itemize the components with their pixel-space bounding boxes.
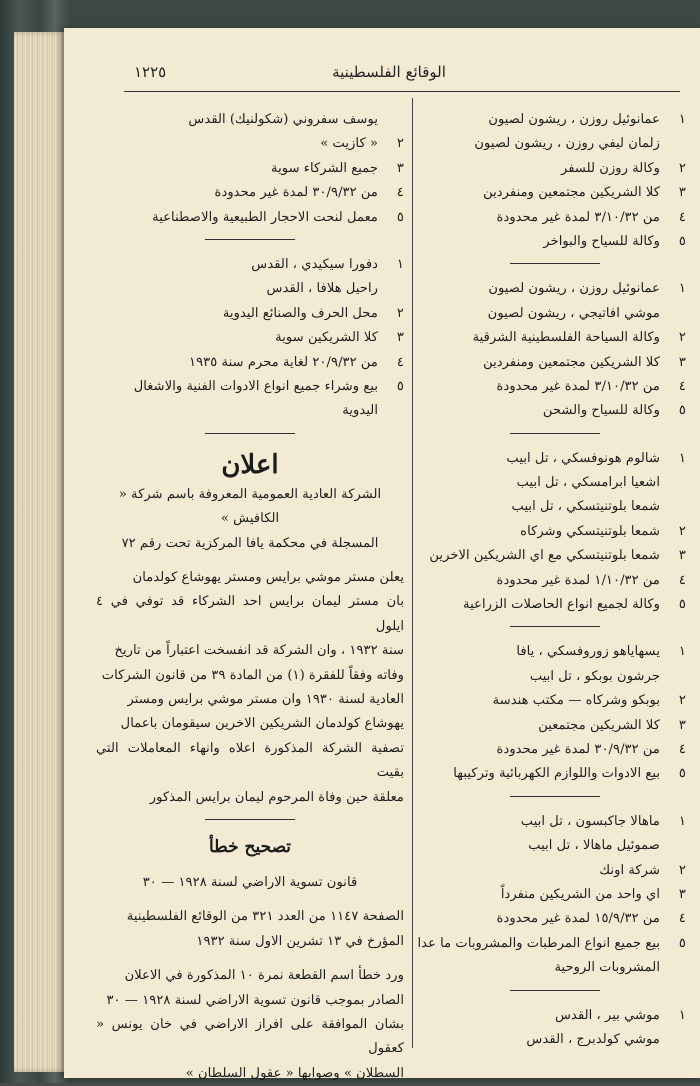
item-text: اي واحد من الشريكين منفرداً [500, 886, 660, 902]
item-text: شركة اونك [599, 862, 660, 878]
item-number: ٢ [678, 862, 686, 878]
entry-separator [510, 796, 600, 797]
entry-line [96, 351, 404, 375]
entry-line [424, 471, 686, 495]
entry-line [96, 302, 404, 326]
entry-line [424, 132, 686, 156]
page-number: ١٢٢٥ [134, 63, 167, 81]
entry-line [424, 1028, 686, 1052]
entry-line [424, 1004, 686, 1028]
left-entries [96, 108, 404, 424]
entry-line [96, 132, 404, 156]
correction-line: بشان الموافقة على افراز الاراضي في خان يونس « كعقول [96, 1017, 404, 1057]
item-text: وكالة لجميع انواع الحاصلات الزراعية [463, 597, 660, 613]
correction-body [96, 964, 404, 1086]
item-text: من ٢٠/٩/٣٢ لغاية محرم سنة ١٩٣٥ [189, 354, 378, 370]
document-page [64, 28, 700, 1081]
item-text: كلا الشريكين مجتمعين ومنفردين [483, 354, 660, 370]
entry-line [424, 230, 686, 254]
entry-line [424, 640, 686, 664]
entry-line [424, 108, 686, 132]
notice-line: سنة ١٩٣٢ ، وان الشركة قد انفسخت اعتباراً من تاريخ [114, 643, 404, 659]
entry-line [424, 714, 686, 738]
entry-line [424, 810, 686, 834]
item-number: ٣ [678, 717, 686, 733]
item-number: ٥ [678, 233, 686, 249]
item-number: ٣ [396, 330, 404, 346]
item-number: ٣ [678, 886, 686, 902]
item-text: موشي افاتيجي ، ريشون لصيون [487, 305, 660, 321]
column-divider [412, 98, 413, 1048]
registration-entry [424, 1004, 686, 1053]
notice-line: يعلن مستر موشي برايس ومستر يهوشاع كولدمان [132, 569, 404, 585]
entry-line [96, 399, 404, 423]
item-number: ٣ [678, 548, 686, 564]
entry-line [424, 859, 686, 883]
entry-line [424, 520, 686, 544]
item-number: ٤ [678, 209, 686, 225]
item-text: جميع الشركاء سوية [271, 160, 378, 176]
item-text: من ٣/١٠/٣٢ لمدة غير محدودة [496, 209, 660, 225]
item-text: زلمان ليفي روزن ، ريشون لصيون [474, 136, 660, 152]
item-text: ماهالا جاكبسون ، تل ابيب [520, 813, 660, 829]
page-edges [14, 32, 66, 1072]
item-text: كلا الشريكين سوية [275, 330, 378, 346]
reference-line: الصفحة ١١٤٧ من العدد ٣٢١ من الوقائع الفلسطينية [126, 909, 404, 925]
entry-line [424, 206, 686, 230]
item-text: وكالة السياحة الفلسطينية الشرقية [472, 330, 660, 346]
item-text: من ٣/١٠/٣٢ لمدة غير محدودة [496, 378, 660, 394]
entry-separator [510, 990, 600, 991]
notice-line: العادية لسنة ١٩٣٠ وان مستر موشي برايس ومستر [127, 691, 404, 707]
entry-line [424, 326, 686, 350]
entry-line [96, 277, 404, 301]
notice-line: يهوشاع كولدمان الشريكين الاخرين سيقومان باعمال [120, 716, 404, 732]
item-number: ٤ [678, 741, 686, 757]
correction-line: السطلان » وصوابها « عقول السلطان » [185, 1065, 404, 1081]
reference-line: المؤرخ في ١٣ تشرين الاول سنة ١٩٣٢ [196, 933, 404, 949]
item-number: ١ [678, 281, 686, 297]
item-text: عمانوئيل روزن ، ريشون لصيون [488, 112, 660, 127]
item-text: شالوم هونوفسكي ، تل ابيب [506, 450, 660, 466]
item-number: ٤ [678, 572, 686, 588]
item-text: راحيل هلافا ، القدس [266, 281, 378, 297]
registration-entry [417, 810, 686, 981]
notice-subtitle-1: الشركة العادية العمومية المعروفة باسم شركة « الكافيش » [118, 486, 382, 527]
page-header [64, 63, 700, 89]
item-text: شمعا بلوتنيتسكي ، تل ابيب [511, 499, 660, 515]
item-number: ٥ [678, 935, 686, 951]
registration-entry [424, 277, 686, 423]
item-number: ٤ [678, 378, 686, 394]
notice-line: بان مستر ليمان برايس احد الشركاء قد توفي في ٤ ايلول [96, 594, 404, 634]
entry-line [424, 181, 686, 205]
item-number: ٣ [678, 185, 686, 201]
item-number: ٢ [396, 305, 404, 321]
item-number: ٤ [678, 911, 686, 927]
item-text: بيع جميع انواع المرطبات والمشروبات ما عدا [417, 935, 660, 951]
notice-line: تصفية الشركة المذكورة اعلاه وانهاء المعاملات التي بقيت [96, 740, 404, 781]
notice-body [96, 566, 404, 810]
item-text: من ١/١٠/٣٢ لمدة غير محدودة [496, 572, 660, 588]
item-text: دفورا سيكيدي ، القدس [251, 256, 378, 272]
item-text: يوسف سفروني (شكولنيك) القدس [188, 112, 378, 127]
entry-line [96, 253, 404, 277]
item-number: ٥ [396, 378, 404, 394]
entry-line [96, 157, 404, 181]
item-text: موشي بير ، القدس [554, 1007, 660, 1023]
item-number: ٤ [396, 354, 404, 370]
entry-line [424, 447, 686, 471]
registration-entry [96, 108, 404, 230]
notice-section [96, 447, 404, 810]
item-number: ١ [396, 256, 404, 272]
notice-line: وفاته وفقاً للفقرة (١) من المادة ٣٩ من قانون الشركات [101, 667, 404, 683]
item-text: محل الحرف والصنائع اليدوية [222, 305, 378, 321]
item-text: يسهاياهو زوروفسكي ، يافا [516, 644, 660, 660]
section-separator [205, 433, 295, 434]
item-number: ٥ [678, 403, 686, 419]
entry-line [96, 375, 404, 399]
item-text: المشروبات الروحية [554, 960, 660, 976]
item-text: من ٣٠/٩/٣٢ لمدة غير محدودة [214, 185, 378, 201]
item-text: وكالة للسياح والشحن [542, 403, 660, 419]
item-number: ٥ [678, 597, 686, 613]
gazette-title: الوقائع الفلسطينية [332, 63, 446, 81]
entry-line [417, 932, 686, 956]
entry-line [424, 738, 686, 762]
correction-line: ورد خطأ اسم القطعة نمرة ١٠ المذكورة في الاعلان [124, 968, 404, 984]
item-text: كلا الشريكين مجتمعين [538, 717, 660, 733]
item-number: ٥ [678, 766, 686, 782]
item-number: ١ [678, 644, 686, 660]
item-number: ٢ [678, 160, 686, 176]
item-text: اشعيا ابرامسكي ، تل ابيب [516, 475, 660, 491]
registration-entry [424, 108, 686, 254]
entry-line [424, 277, 686, 301]
entry-line [424, 883, 686, 907]
item-text: عمانوئيل روزن ، ريشون لصيون [488, 281, 660, 297]
registration-entry [96, 253, 404, 424]
item-text: بيع الادوات واللوازم الكهربائية وتركيبها [453, 766, 660, 782]
entry-line [424, 569, 686, 593]
notice-subtitle-2: المسجلة في محكمة يافا المركزية تحت رقم ٧٢ [121, 535, 379, 551]
item-number: ٣ [396, 160, 404, 176]
entry-separator [510, 263, 600, 264]
item-text: جرشون بوبكو ، تل ابيب [529, 668, 660, 684]
item-text: معمل لنحت الاحجار الطبيعية والاصطناعية [152, 209, 378, 225]
entry-line [96, 326, 404, 350]
entry-separator [205, 239, 295, 240]
registration-entry [424, 447, 686, 618]
item-number: ١ [678, 813, 686, 829]
entry-line [424, 351, 686, 375]
item-number: ١ [678, 1007, 686, 1023]
item-text: بيع وشراء جميع انواع الادوات الفنية والاشغال [133, 378, 378, 394]
item-text: « كازيت » [320, 136, 378, 152]
entry-line [424, 302, 686, 326]
item-text: اليدوية [342, 403, 378, 419]
item-text: وكالة للسياح والبواخر [543, 233, 660, 249]
item-number: ١ [678, 450, 686, 466]
registration-entry [424, 640, 686, 786]
item-text: موشي كولدبرج ، القدس [526, 1031, 660, 1047]
entry-separator [510, 433, 600, 434]
item-number: ٢ [678, 330, 686, 346]
entry-line [96, 206, 404, 230]
item-number: ٢ [678, 523, 686, 539]
correction-reference [96, 905, 404, 954]
correction-section [96, 833, 404, 1086]
header-rule [124, 91, 680, 92]
item-number: ٢ [396, 136, 404, 152]
entry-line [424, 956, 686, 980]
item-number: ٤ [396, 185, 404, 201]
item-text: صموئيل ماهالا ، تل ابيب [528, 838, 660, 854]
item-text: بوبكو وشركاه — مكتب هندسة [492, 693, 660, 709]
entry-line [424, 544, 686, 568]
correction-title: تصحيح خطأ [208, 836, 292, 857]
item-text: من ١٥/٩/٣٢ لمدة غير محدودة [496, 911, 660, 927]
entry-line [424, 399, 686, 423]
item-number: ٢ [678, 693, 686, 709]
right-column [417, 108, 686, 1052]
item-number: ١ [678, 112, 686, 127]
entry-line [424, 762, 686, 786]
entry-line [96, 108, 404, 132]
entry-line [424, 593, 686, 617]
entry-line [424, 907, 686, 931]
entry-line [424, 375, 686, 399]
entry-line [424, 834, 686, 858]
entry-line [96, 181, 404, 205]
item-text: شمعا بلوتنيتسكي مع اي الشريكين الاخرين [429, 548, 660, 564]
notice-title: اعلان [221, 449, 279, 480]
item-text: كلا الشريكين مجتمعين ومنفردين [483, 185, 660, 201]
section-separator [205, 819, 295, 820]
item-text: شمعا بلوتنيتسكي وشركاه [520, 523, 660, 539]
item-number: ٥ [396, 209, 404, 225]
entry-separator [510, 626, 600, 627]
entry-line [424, 495, 686, 519]
entry-line [424, 157, 686, 181]
item-text: من ٣٠/٩/٣٢ لمدة غير محدودة [496, 741, 660, 757]
item-text: وكالة روزن للسفر [560, 160, 660, 176]
correction-law-title: قانون تسوية الاراضي لسنة ١٩٢٨ — ٣٠ [142, 874, 358, 890]
correction-line: الصادر بموجب قانون تسوية الاراضي لسنة ١٩٢٨ — ٣٠ [106, 992, 404, 1008]
item-number: ٣ [678, 354, 686, 370]
left-column [96, 108, 404, 1086]
notice-line: معلقة حين وفاة المرحوم ليمان برايس المذكور [149, 789, 404, 805]
entry-line [424, 665, 686, 689]
entry-line [424, 689, 686, 713]
